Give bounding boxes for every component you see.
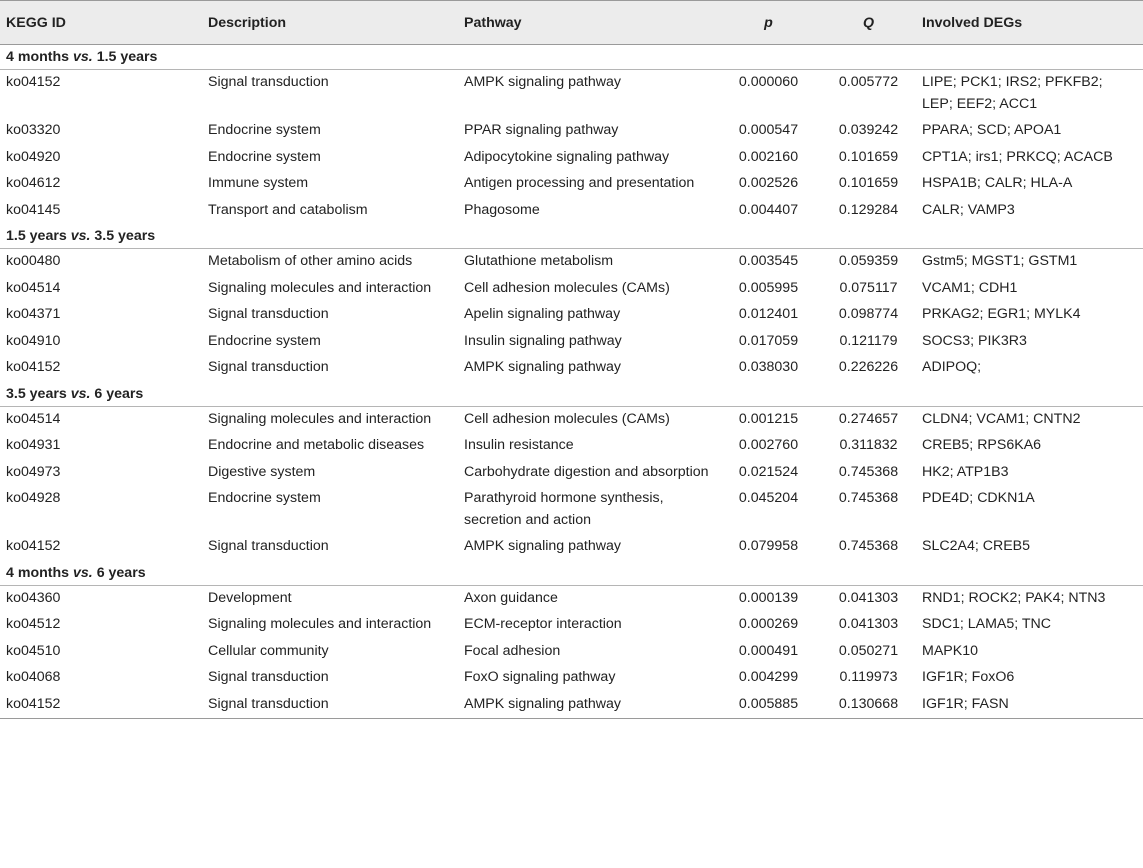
cell-pathway: Antigen processing and presentation bbox=[464, 175, 695, 191]
cell-kegg-id: ko04928 bbox=[6, 490, 61, 506]
table-row bbox=[0, 70, 1143, 119]
cell-kegg-id: ko04152 bbox=[6, 74, 61, 90]
cell-p-value: 0.002760 bbox=[738, 437, 799, 453]
cell-description: Signal transduction bbox=[208, 538, 329, 554]
cell-q-value: 0.745368 bbox=[838, 538, 899, 554]
table-row bbox=[0, 612, 1143, 639]
cell-involved-degs: ADIPOQ; bbox=[922, 359, 982, 375]
table-row bbox=[0, 302, 1143, 329]
cell-q-value: 0.274657 bbox=[838, 410, 899, 427]
cell-p-value: 0.005885 bbox=[716, 692, 821, 719]
cell-involved-degs: CPT1A; irs1; PRKCQ; ACACB bbox=[922, 148, 1113, 165]
cell-involved-degs: VCAM1; CDH1 bbox=[922, 279, 1018, 296]
cell-q-value: 0.098774 bbox=[838, 306, 899, 322]
cell-pathway: AMPK signaling pathway bbox=[464, 538, 621, 554]
cell-description: Endocrine and metabolic diseases bbox=[208, 437, 425, 453]
cell-p-value: 0.000060 bbox=[738, 74, 799, 90]
cell-involved-degs: PRKAG2; EGR1; MYLK4 bbox=[922, 306, 1081, 322]
cell-involved-degs: HSPA1B; CALR; HLA-A bbox=[922, 175, 1073, 191]
header-kegg-id: KEGG ID bbox=[0, 1, 202, 45]
group-label-from: 1.5 years bbox=[6, 228, 71, 244]
cell-pathway: AMPK signaling pathway bbox=[464, 74, 621, 90]
group-label-vs: vs. bbox=[70, 228, 91, 244]
table-row bbox=[0, 406, 1143, 433]
cell-description: Signaling molecules and interaction bbox=[208, 410, 432, 427]
group-header-row bbox=[0, 561, 1143, 586]
cell-description: Endocrine system bbox=[208, 122, 321, 138]
cell-involved-degs: SLC2A4; CREB5 bbox=[922, 538, 1031, 554]
cell-description: Immune system bbox=[208, 175, 309, 191]
cell-description: Transport and catabolism bbox=[208, 201, 368, 218]
table-row bbox=[0, 692, 1143, 719]
cell-pathway: Glutathione metabolism bbox=[464, 253, 614, 269]
cell-involved-degs: CREB5; RPS6KA6 bbox=[922, 437, 1042, 453]
cell-kegg-id: ko04371 bbox=[6, 306, 61, 322]
cell-pathway: Apelin signaling pathway bbox=[464, 306, 621, 322]
table-row bbox=[0, 276, 1143, 303]
cell-q-value: 0.311832 bbox=[839, 437, 898, 453]
table-row bbox=[0, 118, 1143, 145]
cell-involved-degs: PDE4D; CDKN1A bbox=[922, 490, 1035, 506]
cell-kegg-id: ko04514 bbox=[6, 410, 61, 427]
cell-pathway: Phagosome bbox=[464, 201, 540, 218]
cell-q-value: 0.005772 bbox=[838, 74, 899, 90]
group-label bbox=[0, 45, 1143, 70]
cell-pathway: FoxO signaling pathway bbox=[464, 669, 616, 685]
cell-description: Endocrine system bbox=[208, 490, 321, 506]
header-description: Description bbox=[202, 1, 458, 45]
cell-involved-degs: RND1; ROCK2; PAK4; NTN3 bbox=[922, 589, 1106, 606]
cell-kegg-id: ko04145 bbox=[6, 201, 61, 218]
header-pathway: Pathway bbox=[458, 1, 716, 45]
cell-description: Signaling molecules and interaction bbox=[208, 279, 432, 296]
cell-kegg-id: ko04510 bbox=[6, 642, 61, 659]
cell-pathway: Axon guidance bbox=[464, 589, 558, 606]
table-row bbox=[0, 585, 1143, 612]
cell-involved-degs: IGF1R; FoxO6 bbox=[922, 669, 1015, 685]
cell-description: Endocrine system bbox=[208, 148, 321, 165]
cell-kegg-id: ko04152 bbox=[6, 538, 61, 554]
cell-kegg-id: ko04152 bbox=[6, 359, 61, 375]
cell-p-value: 0.002526 bbox=[738, 175, 799, 191]
cell-q-value: 0.745368 bbox=[838, 490, 899, 506]
cell-involved-degs: SOCS3; PIK3R3 bbox=[922, 332, 1027, 349]
group-label bbox=[0, 224, 1143, 249]
cell-kegg-id: ko04973 bbox=[6, 463, 61, 480]
cell-description: Metabolism of other amino acids bbox=[208, 253, 413, 269]
cell-involved-degs: MAPK10 bbox=[922, 642, 978, 659]
table-row bbox=[0, 486, 1143, 534]
cell-p-value: 0.045204 bbox=[738, 490, 799, 506]
group-label-to: 6 years bbox=[92, 564, 146, 581]
cell-q-value: 0.130668 bbox=[821, 692, 916, 719]
group-header-row bbox=[0, 45, 1143, 70]
cell-kegg-id: ko04514 bbox=[6, 279, 61, 296]
cell-involved-degs: CLDN4; VCAM1; CNTN2 bbox=[922, 410, 1081, 427]
cell-q-value: 0.101659 bbox=[838, 148, 899, 165]
group-label-to: 6 years bbox=[90, 385, 144, 402]
cell-p-value: 0.017059 bbox=[738, 332, 799, 349]
cell-pathway: Cell adhesion molecules (CAMs) bbox=[464, 410, 670, 427]
table-header bbox=[0, 1, 1143, 45]
cell-pathway: Focal adhesion bbox=[464, 642, 561, 659]
group-label-vs: vs. bbox=[73, 564, 93, 581]
cell-kegg-id: ko04068 bbox=[6, 669, 61, 685]
cell-p-value: 0.004299 bbox=[738, 669, 799, 685]
cell-description: Signal transduction bbox=[208, 669, 329, 685]
table-row bbox=[0, 249, 1143, 276]
cell-p-value: 0.004407 bbox=[738, 201, 799, 218]
cell-description: Signal transduction bbox=[208, 74, 329, 90]
cell-p-value: 0.002160 bbox=[738, 148, 799, 165]
table-row bbox=[0, 665, 1143, 692]
cell-p-value: 0.038030 bbox=[738, 359, 799, 375]
group-header-row bbox=[0, 382, 1143, 407]
group-label bbox=[0, 561, 1143, 586]
group-header-row bbox=[0, 224, 1143, 249]
cell-q-value: 0.050271 bbox=[838, 642, 899, 659]
cell-pathway: PPAR signaling pathway bbox=[464, 122, 619, 138]
cell-q-value: 0.059359 bbox=[838, 253, 899, 269]
table-row bbox=[0, 433, 1143, 460]
cell-p-value: 0.005995 bbox=[738, 279, 799, 296]
cell-p-value: 0.000269 bbox=[738, 616, 799, 632]
cell-pathway: Adipocytokine signaling pathway bbox=[464, 148, 670, 165]
group-label-vs: vs. bbox=[70, 385, 91, 402]
cell-p-value: 0.079958 bbox=[738, 538, 799, 554]
cell-involved-degs: CALR; VAMP3 bbox=[922, 201, 1015, 218]
header-p: p bbox=[716, 1, 821, 45]
cell-description: Signal transduction bbox=[202, 692, 458, 719]
cell-kegg-id: ko00480 bbox=[6, 253, 61, 269]
table-row bbox=[0, 460, 1143, 487]
cell-p-value: 0.000139 bbox=[738, 589, 799, 606]
table-row bbox=[0, 534, 1143, 561]
cell-q-value: 0.129284 bbox=[838, 201, 899, 218]
cell-q-value: 0.745368 bbox=[838, 463, 899, 480]
table-row bbox=[0, 171, 1143, 198]
table-row bbox=[0, 355, 1143, 382]
cell-q-value: 0.226226 bbox=[838, 359, 899, 375]
cell-p-value: 0.000547 bbox=[738, 122, 799, 138]
cell-q-value: 0.101659 bbox=[838, 175, 899, 191]
cell-involved-degs: HK2; ATP1B3 bbox=[922, 463, 1009, 480]
header-involved-degs: Involved DEGs bbox=[916, 1, 1143, 45]
cell-q-value: 0.075117 bbox=[839, 279, 898, 296]
group-label-vs: vs. bbox=[73, 49, 93, 65]
cell-description: Signal transduction bbox=[208, 306, 329, 322]
group-label-from: 4 months bbox=[6, 49, 74, 65]
cell-pathway: Insulin resistance bbox=[464, 437, 574, 453]
cell-q-value: 0.041303 bbox=[838, 616, 899, 632]
table-row bbox=[0, 639, 1143, 666]
cell-description: Cellular community bbox=[208, 642, 329, 659]
cell-p-value: 0.012401 bbox=[738, 306, 799, 322]
cell-involved-degs: LIPE; PCK1; IRS2; PFKFB2; LEP; EEF2; ACC1 bbox=[922, 74, 1103, 112]
group-label-to: 1.5 years bbox=[92, 49, 158, 65]
cell-pathway: Carbohydrate digestion and absorption bbox=[464, 463, 709, 480]
group-label-to: 3.5 years bbox=[90, 228, 156, 244]
cell-involved-degs: Gstm5; MGST1; GSTM1 bbox=[922, 253, 1078, 269]
cell-pathway: Cell adhesion molecules (CAMs) bbox=[464, 279, 670, 296]
table-row bbox=[0, 198, 1143, 225]
cell-pathway: Insulin signaling pathway bbox=[464, 332, 622, 349]
cell-p-value: 0.003545 bbox=[738, 253, 799, 269]
cell-p-value: 0.021524 bbox=[738, 463, 799, 480]
cell-involved-degs: IGF1R; FASN bbox=[916, 692, 1143, 719]
cell-pathway: AMPK signaling pathway bbox=[458, 692, 716, 719]
cell-q-value: 0.119973 bbox=[839, 669, 898, 685]
cell-kegg-id: ko04512 bbox=[6, 616, 61, 632]
group-label-from: 3.5 years bbox=[6, 385, 71, 402]
cell-kegg-id: ko04152 bbox=[0, 692, 202, 719]
cell-q-value: 0.121179 bbox=[839, 332, 898, 349]
cell-kegg-id: ko04612 bbox=[6, 175, 61, 191]
cell-kegg-id: ko04931 bbox=[6, 437, 61, 453]
cell-p-value: 0.000491 bbox=[738, 642, 799, 659]
cell-involved-degs: SDC1; LAMA5; TNC bbox=[922, 616, 1052, 632]
cell-kegg-id: ko03320 bbox=[6, 122, 61, 138]
cell-p-value: 0.001215 bbox=[738, 410, 799, 427]
group-label bbox=[0, 382, 1143, 407]
cell-kegg-id: ko04920 bbox=[6, 148, 61, 165]
cell-pathway: Parathyroid hormone synthesis, secretion and action bbox=[464, 490, 664, 528]
cell-involved-degs: PPARA; SCD; APOA1 bbox=[922, 122, 1062, 138]
cell-description: Endocrine system bbox=[208, 332, 321, 349]
cell-description: Digestive system bbox=[208, 463, 316, 480]
table-row bbox=[0, 145, 1143, 172]
cell-pathway: ECM-receptor interaction bbox=[464, 616, 622, 632]
cell-kegg-id: ko04910 bbox=[6, 332, 61, 349]
cell-q-value: 0.041303 bbox=[838, 589, 899, 606]
cell-description: Signal transduction bbox=[208, 359, 329, 375]
cell-q-value: 0.039242 bbox=[838, 122, 899, 138]
cell-description: Development bbox=[208, 589, 292, 606]
table-row bbox=[0, 329, 1143, 356]
header-row bbox=[0, 1, 1143, 45]
cell-pathway: AMPK signaling pathway bbox=[464, 359, 621, 375]
group-label-from: 4 months bbox=[6, 564, 74, 581]
table-body bbox=[0, 45, 1143, 719]
cell-description: Signaling molecules and interaction bbox=[208, 616, 432, 632]
header-q: Q bbox=[821, 1, 916, 45]
cell-kegg-id: ko04360 bbox=[6, 589, 61, 606]
